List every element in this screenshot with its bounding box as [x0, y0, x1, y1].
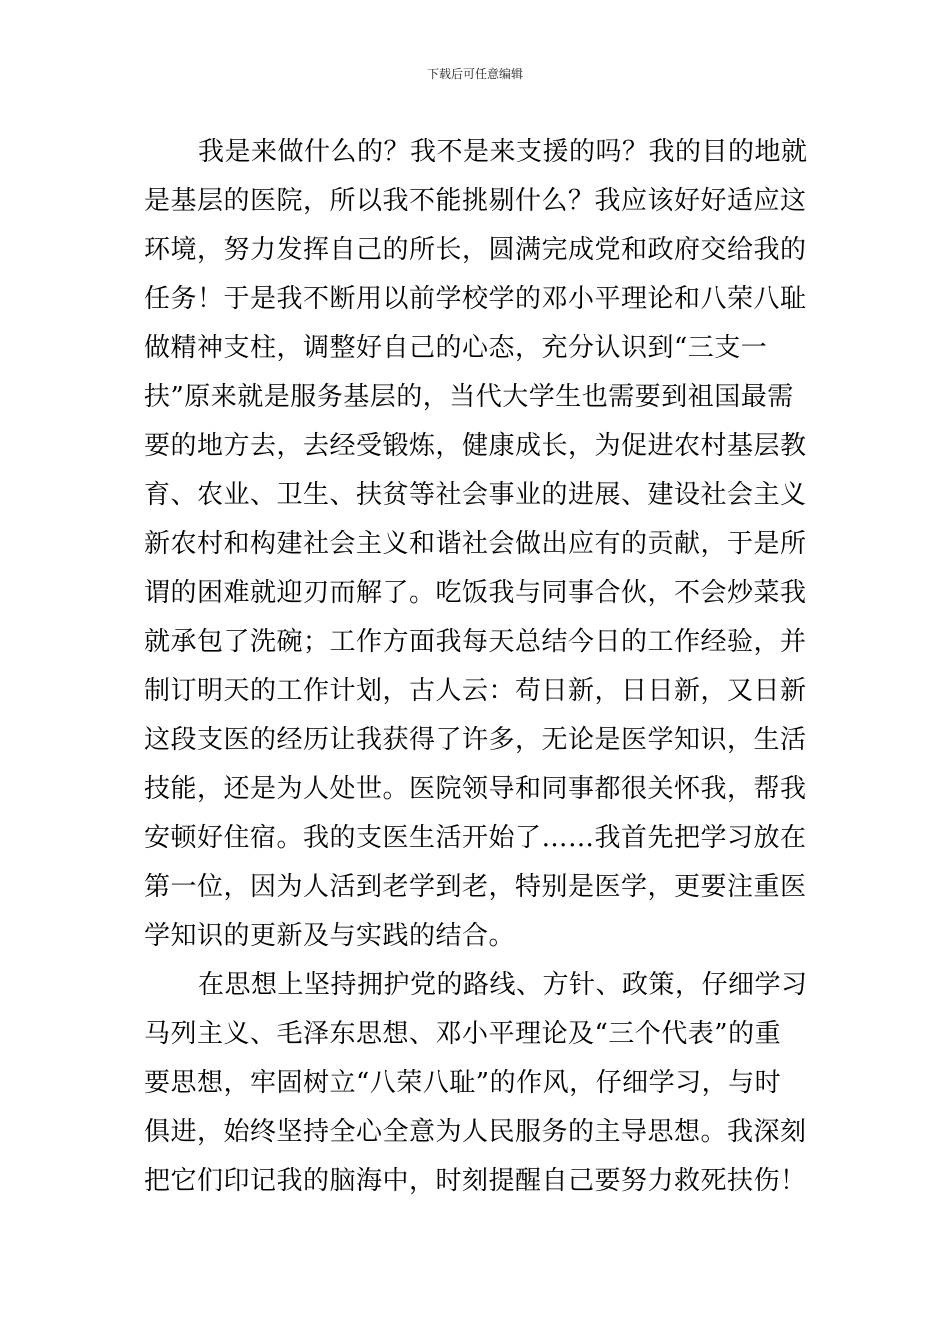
- text-line: 安顿好住宿。我的支医生活开始了……我首先把学习放在: [144, 823, 807, 853]
- text-line: 我是来做什么的？我不是来支援的吗？我的目的地就: [198, 137, 808, 167]
- document-body: [144, 128, 808, 1206]
- text-line: 俱进，始终坚持全心全意为人民服务的主导思想。我深刻: [144, 1117, 807, 1147]
- text-line: 技能，还是为人处世。医院领导和同事都很关怀我，帮我: [144, 774, 807, 804]
- text-line: 在思想上坚持拥护党的路线、方针、政策，仔细学习: [198, 970, 808, 1000]
- text-line: 学知识的更新及与实践的结合。: [144, 921, 516, 951]
- text-line: 这段支医的经历让我获得了许多，无论是医学知识，生活: [144, 725, 807, 755]
- text-line: 就承包了洗碗；工作方面我每天总结今日的工作经验，并: [144, 627, 807, 657]
- text-line: 制订明天的工作计划，古人云：苟日新，日日新，又日新: [144, 676, 807, 706]
- text-line: 是基层的医院，所以我不能挑剔什么？我应该好好适应这: [144, 186, 807, 216]
- text-line: 第一位，因为人活到老学到老，特别是医学，更要注重医: [144, 872, 807, 902]
- text-line: 扶”原来就是服务基层的，当代大学生也需要到祖国最需: [144, 382, 794, 412]
- text-line: 环境，努力发挥自己的所长，圆满完成党和政府交给我的: [144, 235, 807, 265]
- text-line: 任务！于是我不断用以前学校学的邓小平理论和八荣八耻: [144, 284, 807, 314]
- paragraph-1: [144, 128, 808, 961]
- text-line: 谓的困难就迎刃而解了。吃饭我与同事合伙，不会炒菜我: [144, 578, 807, 608]
- text-line: 把它们印记我的脑海中，时刻提醒自己要努力救死扶伤！: [144, 1166, 807, 1196]
- text-line: 马列主义、毛泽东思想、邓小平理论及“三个代表”的重: [144, 1019, 782, 1049]
- paragraph-2: [144, 961, 808, 1206]
- text-line: 要的地方去，去经受锻炼，健康成长，为促进农村基层教: [144, 431, 807, 461]
- text-line: 育、农业、卫生、扶贫等社会事业的进展、建设社会主义: [144, 480, 807, 510]
- page-header: 下载后可任意编辑: [426, 67, 523, 81]
- text-line: 新农村和构建社会主义和谐社会做出应有的贡献，于是所: [144, 529, 807, 559]
- text-line: 要思想，牢固树立“八荣八耻”的作风，仔细学习，与时: [144, 1068, 782, 1098]
- text-line: 做精神支柱，调整好自己的心态，充分认识到“三支一: [144, 333, 768, 363]
